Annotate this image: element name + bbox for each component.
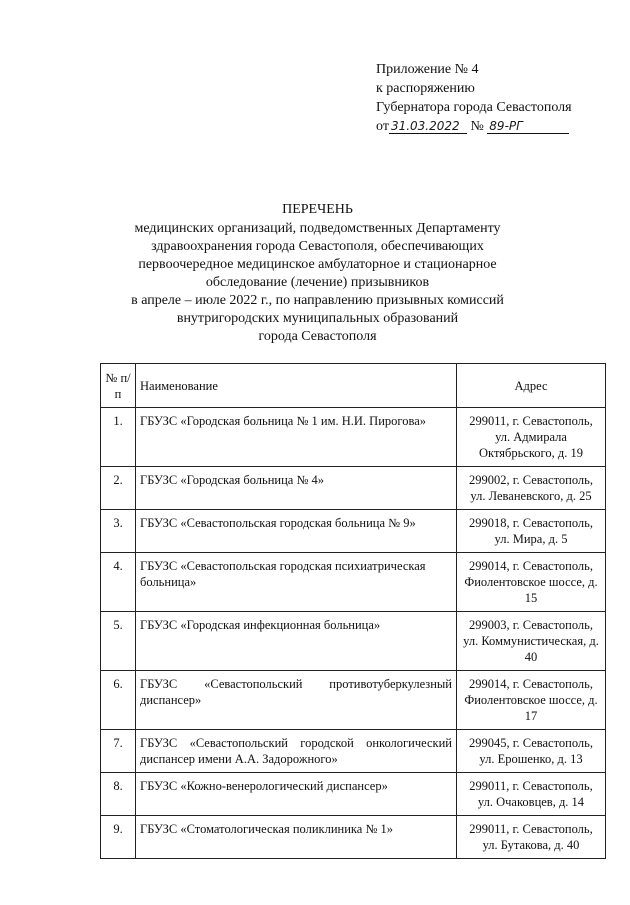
table-row xyxy=(101,553,606,612)
row-address: 299014, г. Севастополь, Фиолентовское шоссе, д. 17 xyxy=(457,671,606,730)
table-row xyxy=(101,671,606,730)
row-name: ГБУЗС «Городская инфекционная больница» xyxy=(136,612,457,671)
row-address: 299018, г. Севастополь, ул. Мира, д. 5 xyxy=(457,510,606,553)
row-no: 9. xyxy=(101,816,136,859)
title-line: города Севастополя xyxy=(258,329,377,344)
handwritten-date: 31.03.2022 xyxy=(389,119,467,134)
header-no: № п/п xyxy=(101,364,136,408)
title-line: первоочередное медицинское амбулаторное и стационарное xyxy=(138,257,497,272)
row-name: ГБУЗС «Стоматологическая поликлиника № 1» xyxy=(136,816,457,859)
table-row xyxy=(101,467,606,510)
number-label: № xyxy=(470,119,484,134)
title-line: внутригородских муниципальных образований xyxy=(176,311,459,326)
row-no: 4. xyxy=(101,553,136,612)
from-label: от xyxy=(376,119,389,134)
row-address: 299002, г. Севастополь, ул. Леваневского, д. 25 xyxy=(457,467,606,510)
title-line: обследование (лечение) призывников xyxy=(205,275,430,290)
row-address: 299014, г. Севастополь, Фиолентовское шоссе, д. 15 xyxy=(457,553,606,612)
row-name: ГБУЗС «Севастопольская городская больница № 9» xyxy=(136,510,457,553)
table-row xyxy=(101,773,606,816)
table-row xyxy=(101,408,606,467)
table-row xyxy=(101,510,606,553)
row-address: 299045, г. Севастополь, ул. Ерошенко, д. 13 xyxy=(457,730,606,773)
table-row xyxy=(101,612,606,671)
row-no: 1. xyxy=(101,408,136,467)
title-line: здравоохранения города Севастополя, обеспечивающих xyxy=(151,239,484,254)
title-heading: ПЕРЕЧЕНЬ xyxy=(282,202,353,217)
row-no: 3. xyxy=(101,510,136,553)
row-address: 299011, г. Севастополь, ул. Очаковцев, д. 14 xyxy=(457,773,606,816)
row-address: 299011, г. Севастополь, ул. Бутакова, д. 40 xyxy=(457,816,606,859)
header-name: Наименование xyxy=(136,364,457,408)
row-name: ГБУЗС «Городская больница № 4» xyxy=(136,467,457,510)
organizations-table xyxy=(100,363,606,859)
row-name: ГБУЗС «Городская больница № 1 им. Н.И. Пирогова» xyxy=(136,408,457,467)
row-name: ГБУЗС «Севастопольская городская психиатрическая больница» xyxy=(136,553,457,612)
document-title xyxy=(120,201,515,346)
annex-date-number-line xyxy=(376,117,572,136)
row-address: 299003, г. Севастополь, ул. Коммунистическая, д. 40 xyxy=(457,612,606,671)
row-no: 2. xyxy=(101,467,136,510)
table-row xyxy=(101,730,606,773)
row-name: ГБУЗС «Севастопольский противотуберкулезный диспансер» xyxy=(136,671,457,730)
table-row xyxy=(101,816,606,859)
row-no: 5. xyxy=(101,612,136,671)
row-address: 299011, г. Севастополь, ул. Адмирала Октябрьского, д. 19 xyxy=(457,408,606,467)
row-name: ГБУЗС «Кожно-венерологический диспансер» xyxy=(136,773,457,816)
annex-issuer: Губернатора города Севастополя xyxy=(376,100,572,115)
handwritten-number: 89-РГ xyxy=(487,119,569,134)
row-no: 6. xyxy=(101,671,136,730)
header-address: Адрес xyxy=(457,364,606,408)
table-header-row xyxy=(101,364,606,408)
row-no: 7. xyxy=(101,730,136,773)
annex-number: Приложение № 4 xyxy=(376,62,479,77)
title-line: медицинских организаций, подведомственных Департаменту xyxy=(134,221,501,236)
row-no: 8. xyxy=(101,773,136,816)
annex-to-order: к распоряжению xyxy=(376,81,475,96)
annex-header xyxy=(376,60,572,136)
row-name: ГБУЗС «Севастопольский городской онкологический диспансер имени А.А. Задорожного» xyxy=(136,730,457,773)
title-line: в апреле – июле 2022 г., по направлению призывных комиссий xyxy=(131,293,504,308)
